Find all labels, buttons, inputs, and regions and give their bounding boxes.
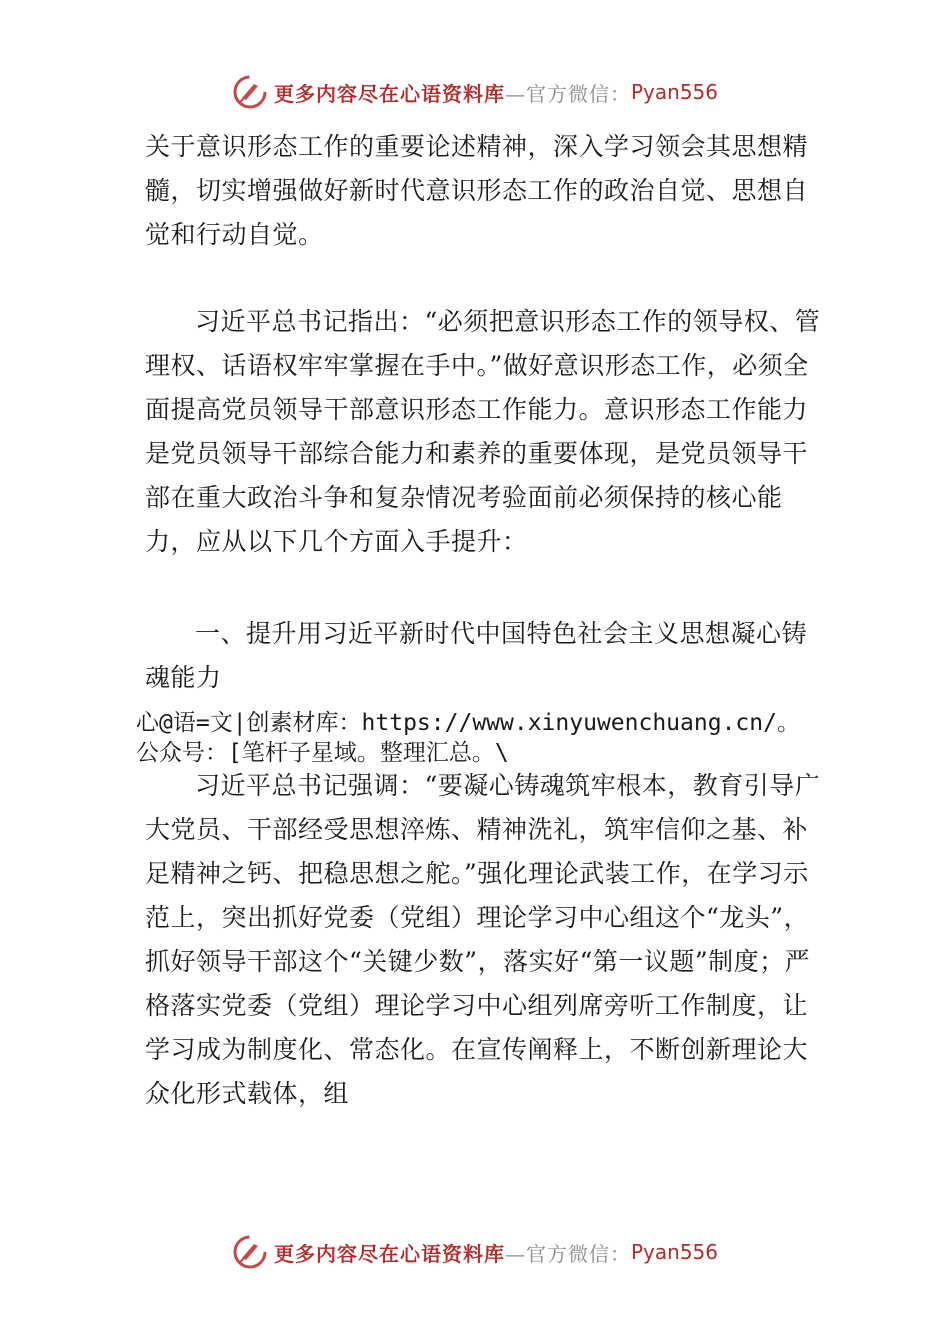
section-heading-1: 一、提升用习近平新时代中国特色社会主义思想凝心铸魂能力 [145,619,808,692]
ad-line-1: 心@语=文|创素材库：https://www.xinyuwenchuang.cn/。 [136,710,800,736]
paragraph-1: 关于意识形态工作的重要论述精神，深入学习领会其思想精髓，切实增强做好新时代意识形态工作的政治自觉、思想自觉和行动自觉。 [145,132,809,249]
header-banner [0,70,950,114]
brand-logo-icon [232,1234,268,1270]
footer-banner [0,1230,950,1274]
document-body [145,125,825,257]
document-body-4 [145,764,825,1116]
paragraph-3: 习近平总书记强调：“要凝心铸魂筑牢根本，教育引导广大党员、干部经受思想淬炼、精神洗礼，筑牢信仰之基、补足精神之钙、把稳思想之舵。”强化理论武装工作，在学习示范上，突出抓好党委（党组）理论学习中心组这个“龙头”，抓好领导干部这个“关键少数”，落实好“第一议题”制度；严格落实党委（党组）理论学习中心组列席旁听工作制度，让学习成为制度化、常态化。在宣传阐释上，不断创新理论大众化形式载体，组 [145,771,821,1108]
banner-text: 更多内容尽在心语资料库 [273,1241,505,1266]
document-body-2 [145,300,825,564]
ad-line-2: 公众号：[笔杆子星域。整理汇总。\ [136,740,509,766]
banner-wechat-id: Pyan556 [630,80,718,104]
banner-text: 更多内容尽在心语资料库 [273,81,505,106]
brand-logo-icon [232,74,268,110]
banner-wechat-id: Pyan556 [630,1240,718,1264]
banner-wechat-label: —官方微信： [504,1241,631,1266]
banner-wechat-label: —官方微信： [504,81,631,106]
document-body-3 [145,612,825,700]
paragraph-2: 习近平总书记指出：“必须把意识形态工作的领导权、管理权、话语权牢牢掌握在手中。”做好意识形态工作，必须全面提高党员领导干部意识形态工作能力。意识形态工作能力是党员领导干部综合能力和素养的重要体现，是党员领导干部在重大政治斗争和复杂情况考验面前必须保持的核心能力，应从以下几个方面入手提升： [145,307,821,556]
